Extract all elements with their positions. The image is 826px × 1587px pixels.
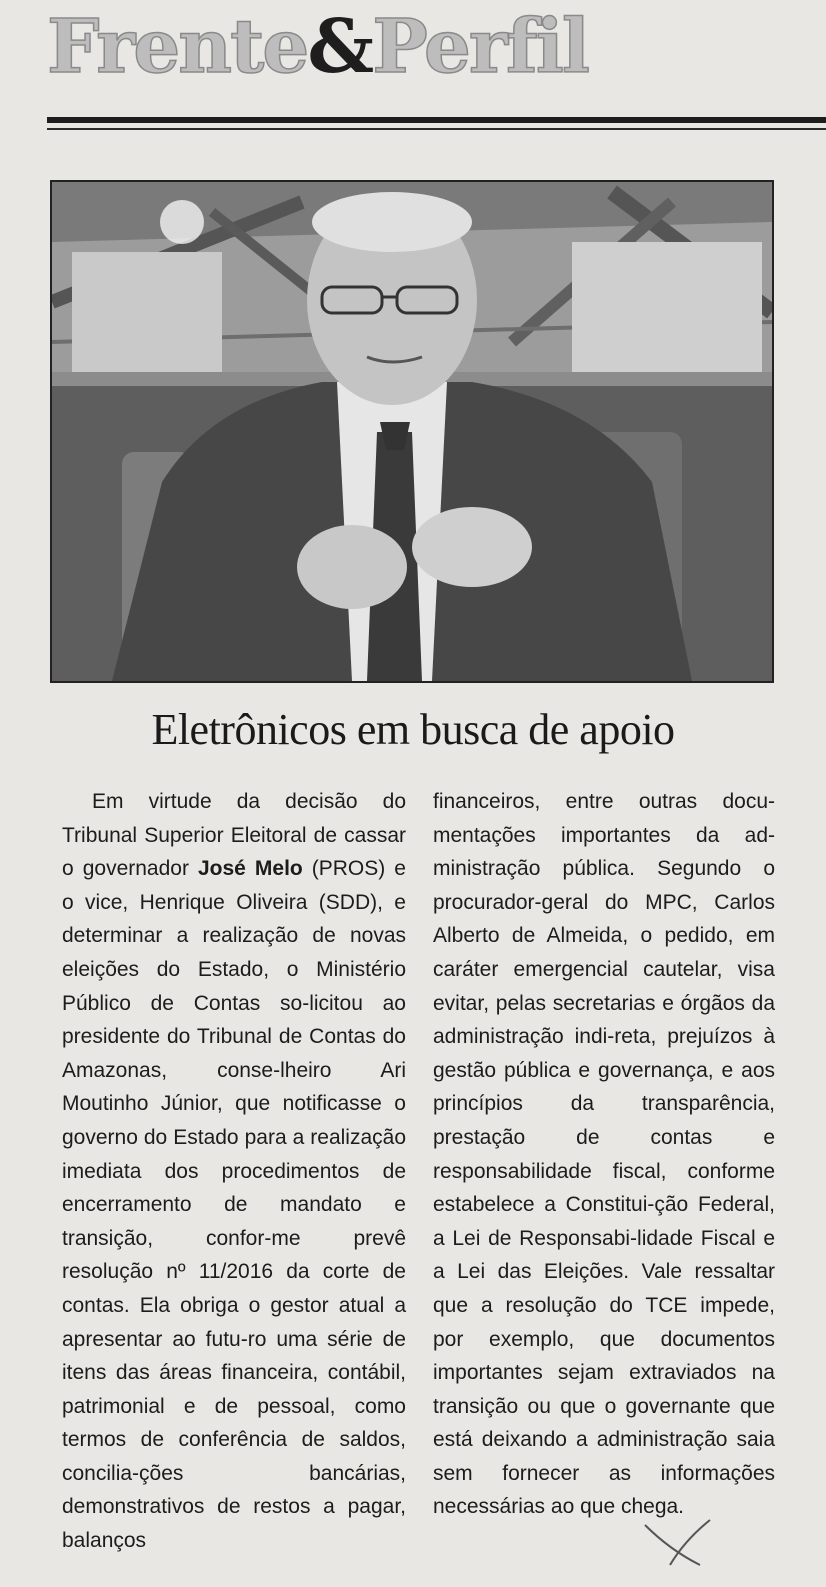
article-photo [50,180,774,683]
left-text-rest: (PROS) e o vice, Henrique Oliveira (SDD), e determinar a realização de novas eleições do Estado, o Ministério Público de Contas so-licitou ao presidente do Tribunal de Contas do Amazonas, conse-lheiro Ari Moutinho Júnior, que notificasse o governo do Estado para a realização imediata dos procedimentos de encerramento de mandato e transição, confor-me prevê resolução nº 11/2016 da corte de contas. Ela obriga o gestor atual a apresentar ao futu-ro uma série de itens das áreas financeira, contábil, patrimonial e de pessoal, como termos de conferência de saldos, concilia-ções bancárias, demonstrativos de restos a pagar, balanços [62,857,406,1553]
article-headline: Eletrônicos em busca de apoio [151,705,675,754]
section-title [47,4,588,90]
header-rule-thick [47,117,826,123]
article-paragraph-right: financeiros, entre outras docu-mentações importantes da ad-ministração pública. Segundo o procurador-geral do MPC, Carlos Alberto de Almeida, o pedido, em caráter emergencial cautelar, visa evitar, pelas secretarias e órgãos da administração indi-reta, prejuízos à gestão pública e governança, e aos princípios da transparência, prestação de contas e responsabilidade fiscal, conforme estabelece a Constitui-ção Federal, a Lei de Responsabi-lidade Fiscal e a Lei das Eleições. Vale ressaltar que a resolução do TCE impede, por exemplo, que documentos importantes sejam extraviados na transição ou que o governante que está deixando a administração saia sem fornecer as informações necessárias ao que chega. [433,790,775,1519]
photo-illustration [52,182,772,681]
section-title-ampersand: & [307,4,373,90]
section-title-part-2: Perfil [372,4,588,90]
pen-mark-icon [640,1510,730,1570]
article-column-left [62,785,406,1558]
governor-name: José Melo [198,857,303,881]
left-text-start: Em virtude da decisão do Tribunal Superior Eleitoral de cassar o governador [62,790,406,881]
section-title-part-1: Frente [47,4,308,90]
header-rule-thin [47,128,826,130]
article-column-right [433,785,775,1524]
article-paragraph-left [62,785,406,1558]
